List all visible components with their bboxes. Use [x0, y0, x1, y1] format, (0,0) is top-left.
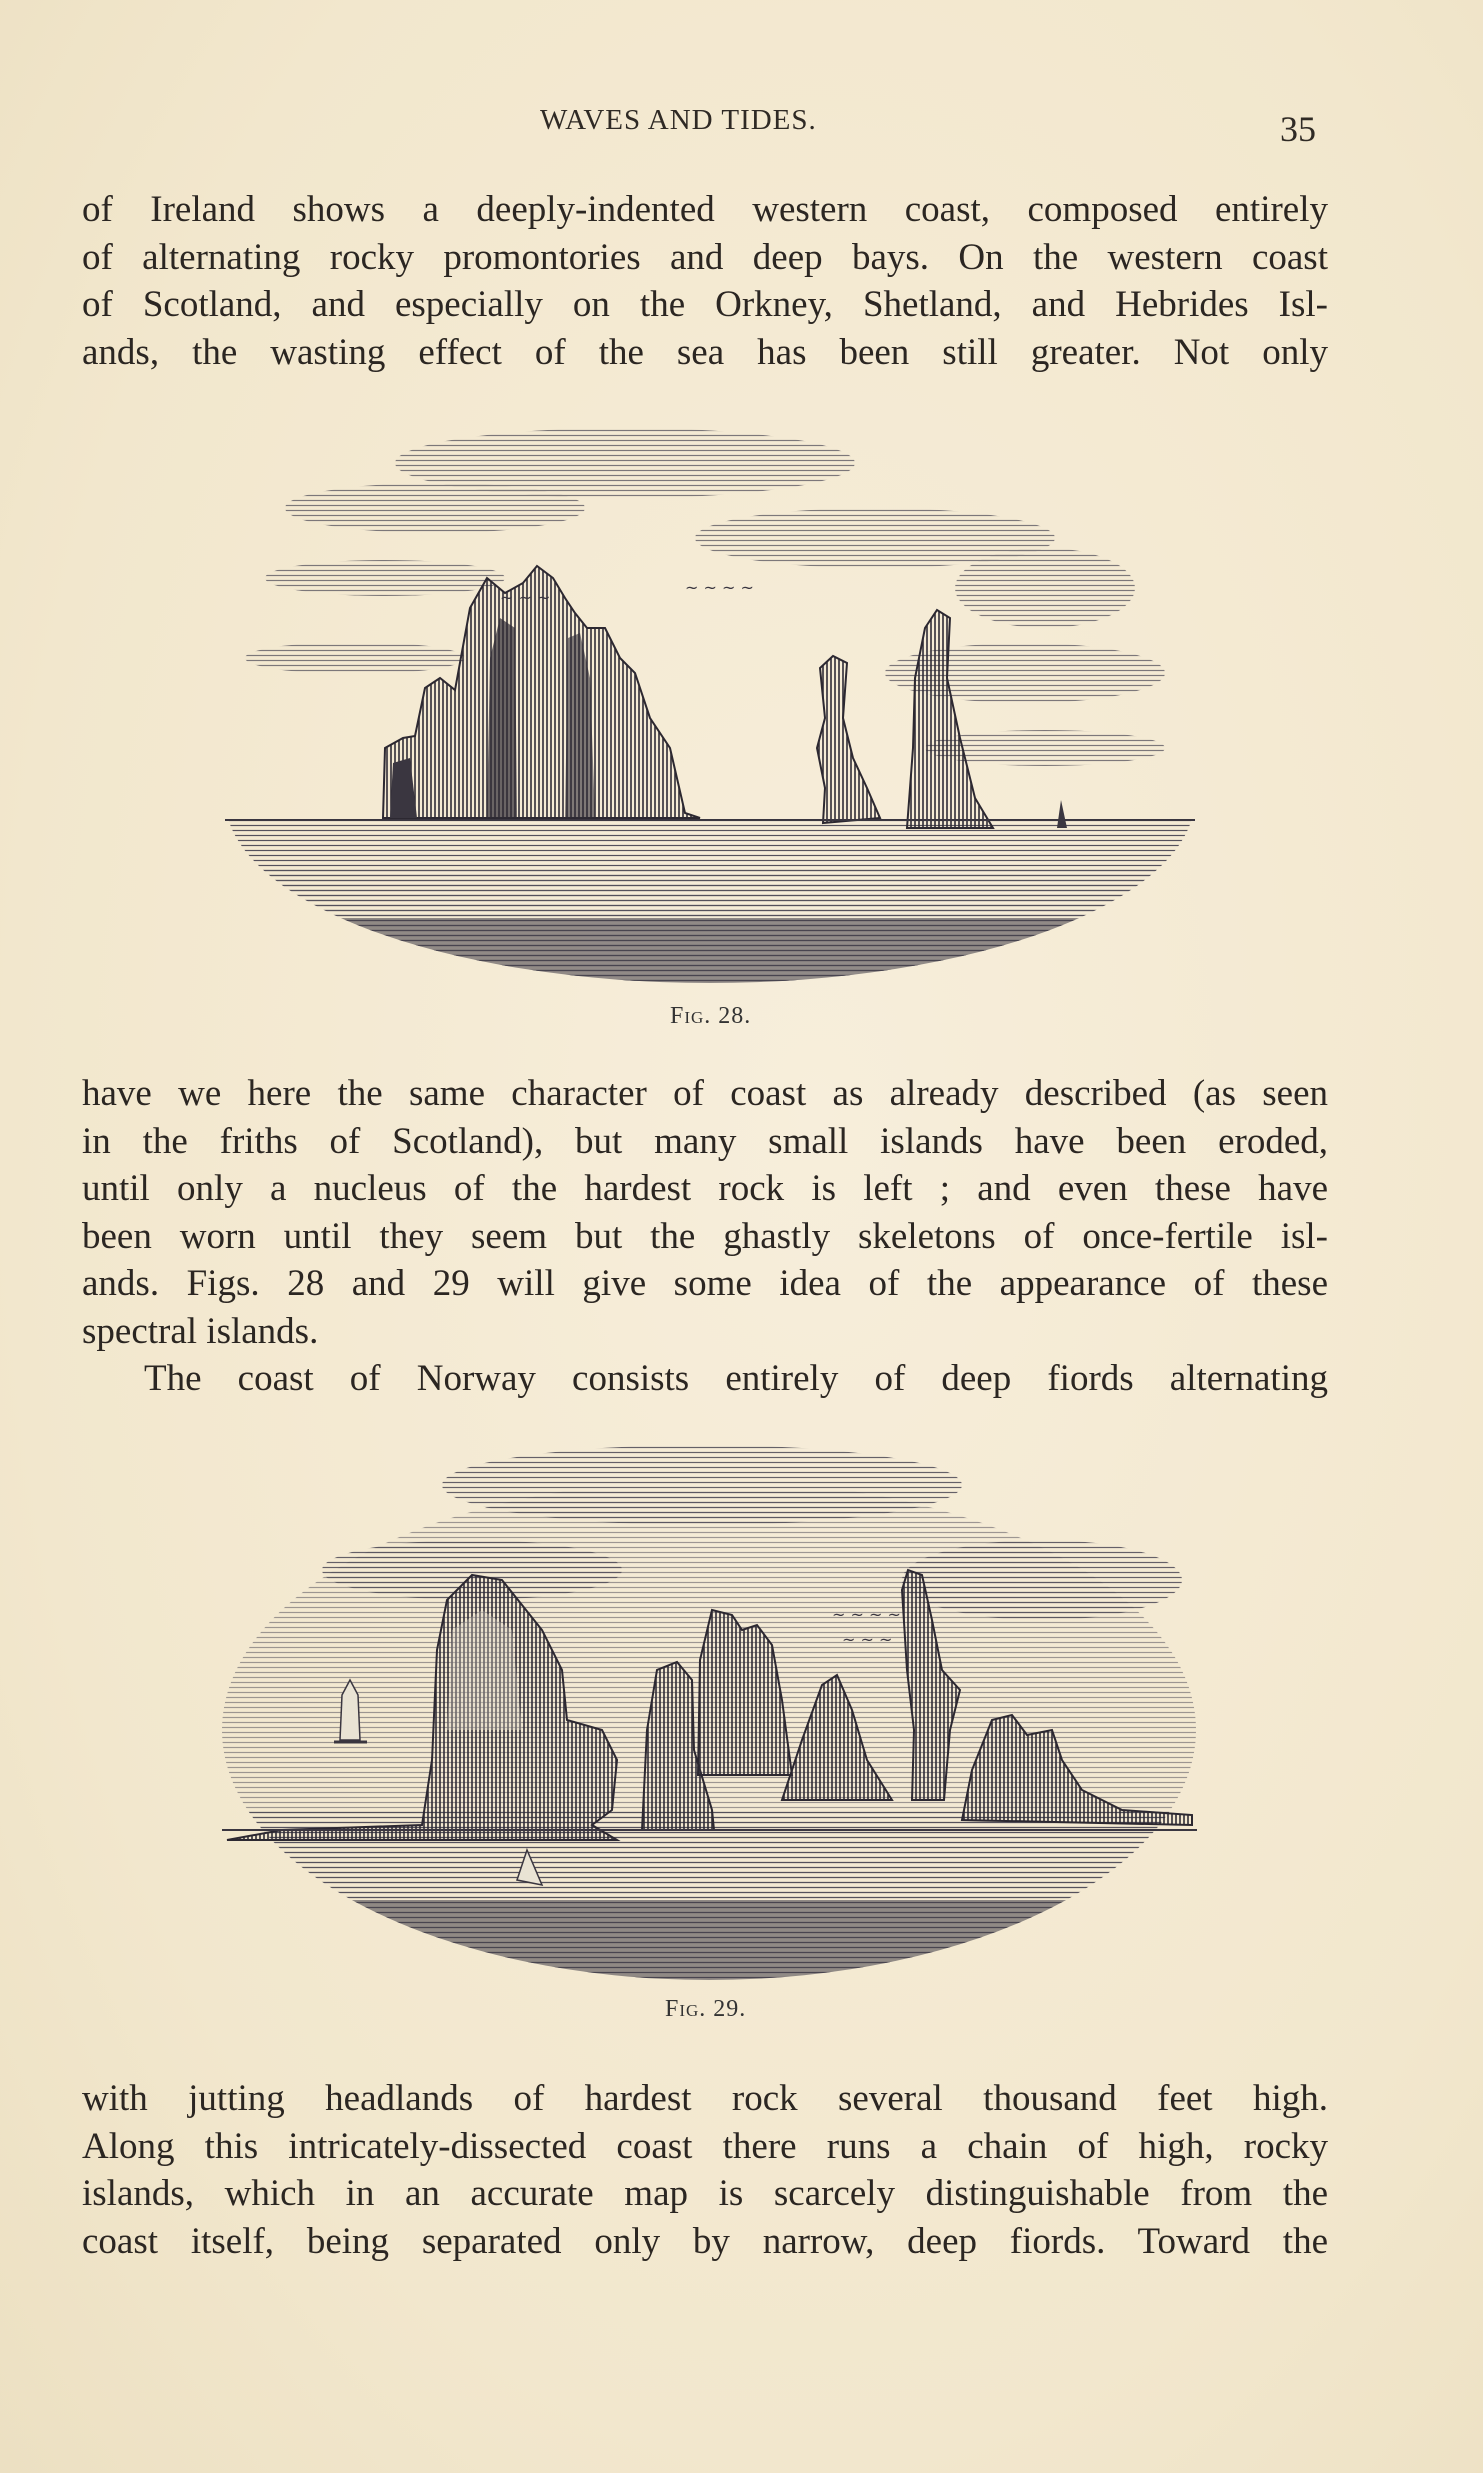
- text-line: islands, which in an accurate map is scarcely distinguishable from the: [82, 2173, 1328, 2214]
- page-number: 35: [1280, 109, 1316, 149]
- text-line: have we here the same character of coast as already described (as seen: [82, 1073, 1328, 1114]
- text-line: with jutting headlands of hardest rock several thousand feet high.: [82, 2078, 1328, 2119]
- text-line: in the friths of Scotland), but many small islands have been eroded,: [82, 1120, 1328, 1162]
- figure-28-caption: Fig. 28.: [670, 1003, 752, 1029]
- figure-29-caption: Fig. 29.: [665, 1996, 747, 2022]
- text-line: of Ireland shows a deeply-indented western coast, composed entirely: [82, 189, 1328, 230]
- text-line: The coast of Norway consists entirely of deep fiords alternating: [144, 1358, 1328, 1399]
- text-line: coast itself, being separated only by narrow, deep fiords. Toward the: [82, 2220, 1328, 2262]
- svg-text:~ ~ ~: ~ ~ ~: [500, 588, 551, 607]
- svg-text:~ ~ ~: ~ ~ ~: [842, 1630, 893, 1649]
- text-line: been worn until they seem but the ghastly skeletons of once-fertile isl-: [82, 1215, 1328, 1257]
- figure-28-engraving: [225, 418, 1195, 988]
- running-head: WAVES AND TIDES.: [540, 104, 817, 136]
- text-line: until only a nucleus of the hardest rock is left ; and even these have: [82, 1168, 1328, 1209]
- figure-29-engraving: [222, 1430, 1197, 1990]
- paragraph-2: [82, 1070, 1328, 1355]
- paragraph-3: [82, 1355, 1328, 1403]
- page-header: [0, 104, 1483, 149]
- text-line: spectral islands.: [82, 1310, 319, 1352]
- text-line: Along this intricately-dissected coast there runs a chain of high, rocky: [82, 2125, 1328, 2167]
- text-line: of Scotland, and especially on the Orkney, Shetland, and Hebrides Isl-: [82, 284, 1328, 325]
- paragraph-4: [82, 2075, 1328, 2265]
- svg-text:~ ~ ~ ~: ~ ~ ~ ~: [832, 1605, 901, 1624]
- text-line: ands. Figs. 28 and 29 will give some idea of the appearance of these: [82, 1263, 1328, 1304]
- svg-text:~ ~ ~ ~: ~ ~ ~ ~: [685, 578, 754, 597]
- paragraph-1: [82, 186, 1328, 376]
- text-line: ands, the wasting effect of the sea has been still greater. Not only: [82, 331, 1328, 373]
- text-line: of alternating rocky promontories and deep bays. On the western coast: [82, 236, 1328, 278]
